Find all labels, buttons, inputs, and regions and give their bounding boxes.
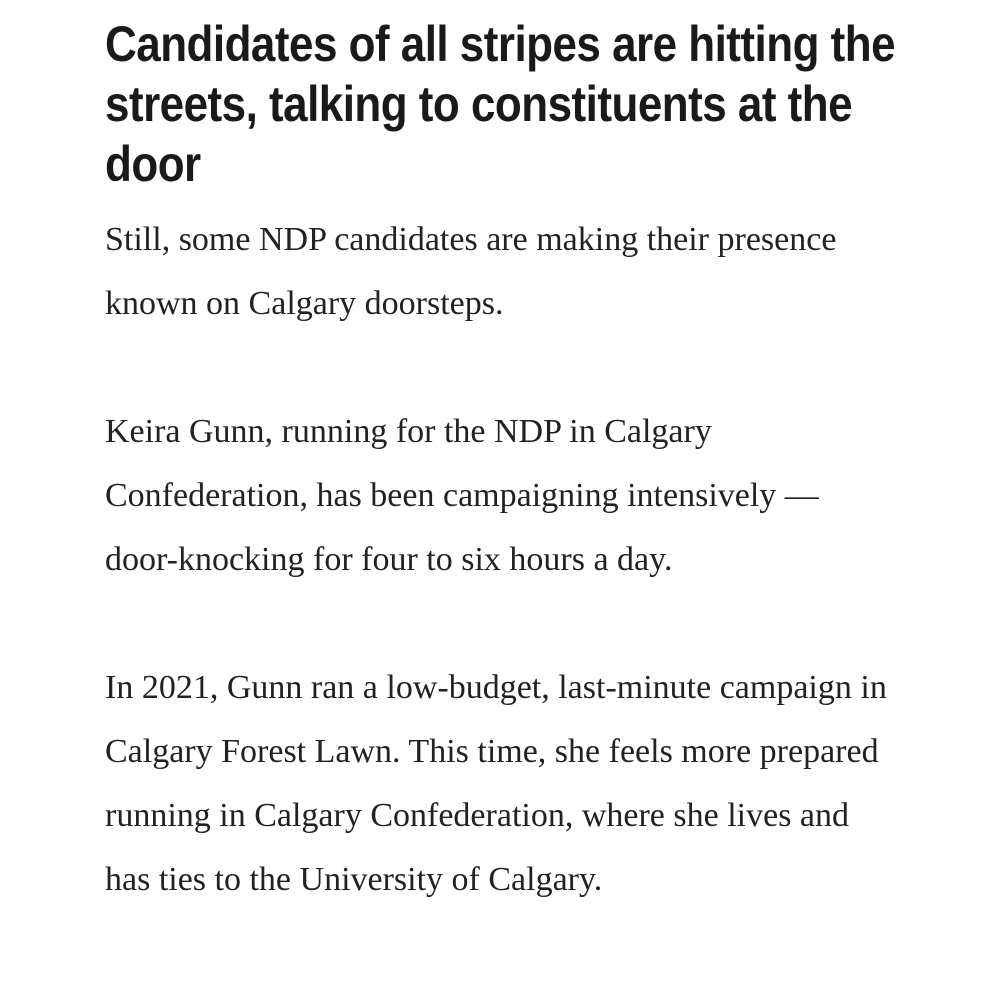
article-paragraph: Keira Gunn, running for the NDP in Calgary Confederation, has been campaigning intensively — door-knocking for four to six hours a day. <box>105 413 819 578</box>
article-paragraph: In 2021, Gunn ran a low-budget, last-minute campaign in Calgary Forest Lawn. This time, she feels more prepared running in Calgary Confederation, where she lives and has ties to the University of Calgary. <box>105 669 887 898</box>
article-subheadline: Candidates of all stripes are hitting the streets, talking to constituents at the door <box>105 16 896 192</box>
article-paragraph: Still, some NDP candidates are making their presence known on Calgary doorsteps. <box>105 221 837 322</box>
article-body <box>105 208 920 912</box>
